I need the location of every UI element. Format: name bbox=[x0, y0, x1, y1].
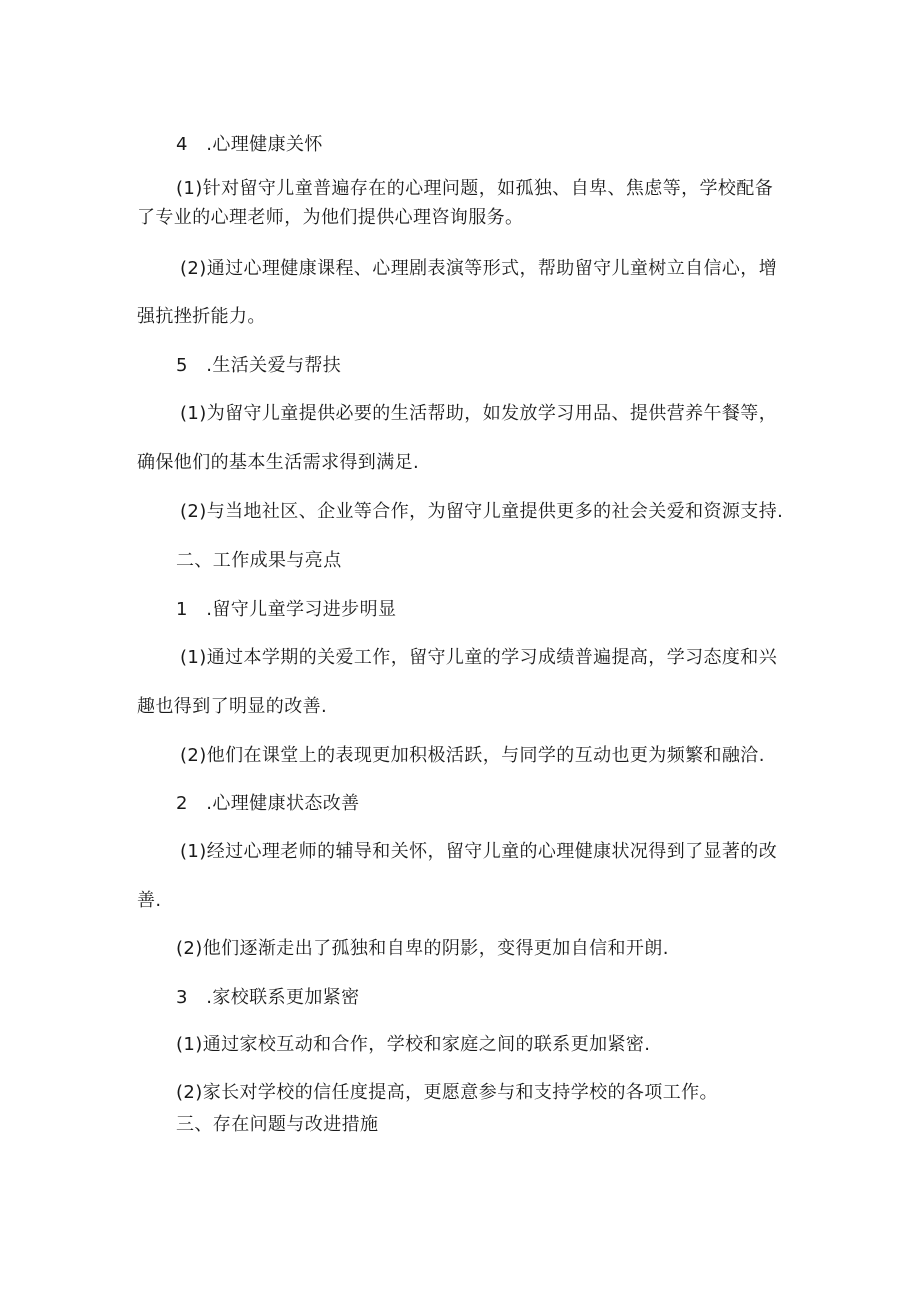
paragraph-line: 了专业的心理老师，为他们提供心理咨询服务。 bbox=[137, 207, 524, 228]
result-3-heading: 3 .家校联系更加紧密 bbox=[176, 987, 360, 1008]
part-2-heading: 二、工作成果与亮点 bbox=[176, 550, 342, 571]
section-4-heading: 4 .心理健康关怀 bbox=[176, 134, 323, 155]
paragraph-line: 善. bbox=[137, 890, 162, 911]
result-1-heading: 1 .留守儿童学习进步明显 bbox=[176, 599, 397, 620]
paragraph-line: (2)与当地社区、企业等合作，为留守儿童提供更多的社会关爱和资源支持. bbox=[180, 501, 784, 522]
section-5-heading: 5 .生活关爱与帮扶 bbox=[176, 355, 342, 376]
part-3-heading: 三、存在问题与改进措施 bbox=[176, 1114, 379, 1135]
paragraph-line: (1)针对留守儿童普遍存在的心理问题，如孤独、自卑、焦虑等，学校配备 bbox=[176, 178, 774, 199]
paragraph-line: 趣也得到了明显的改善. bbox=[137, 696, 328, 717]
paragraph-line: (1)通过家校互动和合作，学校和家庭之间的联系更加紧密. bbox=[176, 1034, 651, 1055]
paragraph-line: (2)他们逐渐走出了孤独和自卑的阴影，变得更加自信和开朗. bbox=[176, 938, 669, 959]
paragraph-line: 强抗挫折能力。 bbox=[137, 306, 266, 327]
paragraph-line: 确保他们的基本生活需求得到满足. bbox=[137, 452, 420, 473]
paragraph-line: (2)他们在课堂上的表现更加积极活跃，与同学的互动也更为频繁和融洽. bbox=[180, 745, 765, 766]
paragraph-line: (1)通过本学期的关爱工作，留守儿童的学习成绩普遍提高，学习态度和兴 bbox=[180, 647, 778, 668]
result-2-heading: 2 .心理健康状态改善 bbox=[176, 793, 360, 814]
paragraph-line: (1)为留守儿童提供必要的生活帮助，如发放学习用品、提供营养午餐等， bbox=[180, 403, 778, 424]
paragraph-line: (2)家长对学校的信任度提高，更愿意参与和支持学校的各项工作。 bbox=[176, 1082, 718, 1103]
paragraph-line: (1)经过心理老师的辅导和关怀，留守儿童的心理健康状况得到了显著的改 bbox=[180, 841, 778, 862]
paragraph-line: (2)通过心理健康课程、心理剧表演等形式，帮助留守儿童树立自信心，增 bbox=[180, 258, 778, 279]
